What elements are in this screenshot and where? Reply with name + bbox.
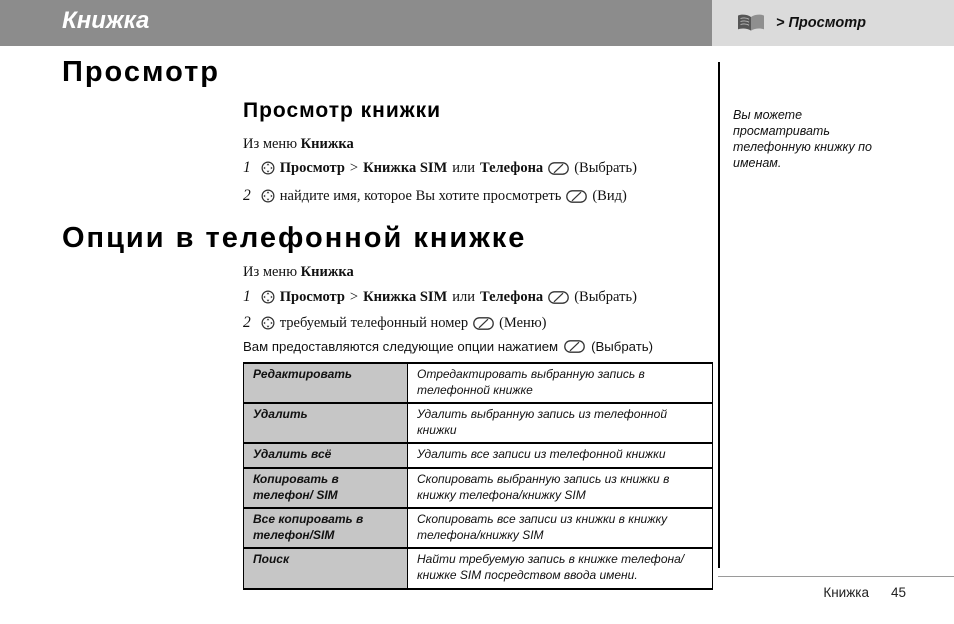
softkey-label: (Вид) [592,187,627,204]
options-intro [243,339,653,354]
table-row [244,508,713,548]
table-row [244,548,713,588]
table-row [244,363,713,403]
menu-item: Просмотр [279,288,345,305]
margin-divider [718,62,720,568]
conjunction: или [452,159,475,176]
page-title-options: Опции в телефонной книжке [62,222,527,254]
chapter-title: Книжка [62,7,150,34]
nav-key-icon [261,161,275,175]
from-menu-line [243,264,354,281]
softkey-label: (Выбрать) [574,159,637,176]
softkey-label: (Меню) [499,314,547,331]
header-breadcrumb-box [712,0,954,46]
softkey-label: (Выбрать) [574,288,637,305]
nav-key-icon [261,316,275,330]
option-term-cell: Удалить [244,403,408,443]
menu-item: Книжка SIM [363,288,448,305]
option-desc-cell: Найти требуемую запись в книжке телефона/ книжке SIM посредством ввода имени. [408,548,713,588]
intro-text: Вам предоставляются следующие опции нажатием [243,339,559,354]
margin-note: Вы можете просматривать телефонную книжку по именам. [733,108,873,170]
step-2 [243,187,627,205]
page-title-view: Просмотр [62,56,220,88]
nav-key-icon [261,290,275,304]
footer-page-number: 45 [890,585,906,600]
options-table [243,362,713,590]
step-text: требуемый телефонный номер [279,314,469,331]
softkey-icon [548,162,569,175]
option-term-cell: Удалить всё [244,443,408,468]
header-bar [0,0,954,46]
softkey-icon [473,317,494,330]
footer-chapter: Книжка [823,585,869,600]
step-2 [243,314,546,332]
menu-item: Книжка SIM [363,159,448,176]
menu-name: Книжка [300,136,354,152]
separator: > [349,159,359,176]
nav-key-icon [261,189,275,203]
option-desc-cell: Скопировать выбранную запись из книжки в книжку телефона/книжку SIM [408,468,713,508]
separator: > [349,288,359,305]
softkey-icon [548,291,569,304]
menu-item: Телефона [479,159,544,176]
step-number: 2 [243,314,251,331]
subsection-title: Просмотр книжки [243,99,442,122]
breadcrumb: > Просмотр [776,15,867,31]
step-number: 1 [243,159,251,176]
table-row [244,443,713,468]
conjunction: или [452,288,475,305]
open-book-icon [736,13,766,33]
from-menu-line [243,136,354,153]
menu-item: Телефона [479,288,544,305]
option-term-cell: Редактировать [244,363,408,403]
from-menu-pre: Из меню [243,136,301,152]
softkey-icon [566,190,587,203]
step-number: 2 [243,187,251,204]
step-1 [243,159,637,177]
from-menu-pre: Из меню [243,264,301,280]
option-term-cell: Поиск [244,548,408,588]
step-1 [243,288,637,306]
option-desc-cell: Удалить все записи из телефонной книжки [408,443,713,468]
table-row [244,403,713,443]
option-desc-cell: Скопировать все записи из книжки в книжку телефона/книжку SIM [408,508,713,548]
menu-name: Книжка [300,264,354,280]
option-desc-cell: Удалить выбранную запись из телефонной книжки [408,403,713,443]
step-number: 1 [243,288,251,305]
softkey-icon [564,340,585,353]
option-term-cell: Все копировать в телефон/SIM [244,508,408,548]
step-text: найдите имя, которое Вы хотите просмотреть [279,187,562,204]
softkey-label: (Выбрать) [591,339,654,354]
table-row [244,468,713,508]
option-term-cell: Копировать в телефон/ SIM [244,468,408,508]
footer-rule [718,576,954,577]
option-desc-cell: Отредактировать выбранную запись в телефонной книжке [408,363,713,403]
menu-item: Просмотр [279,159,345,176]
page-footer [823,585,906,600]
